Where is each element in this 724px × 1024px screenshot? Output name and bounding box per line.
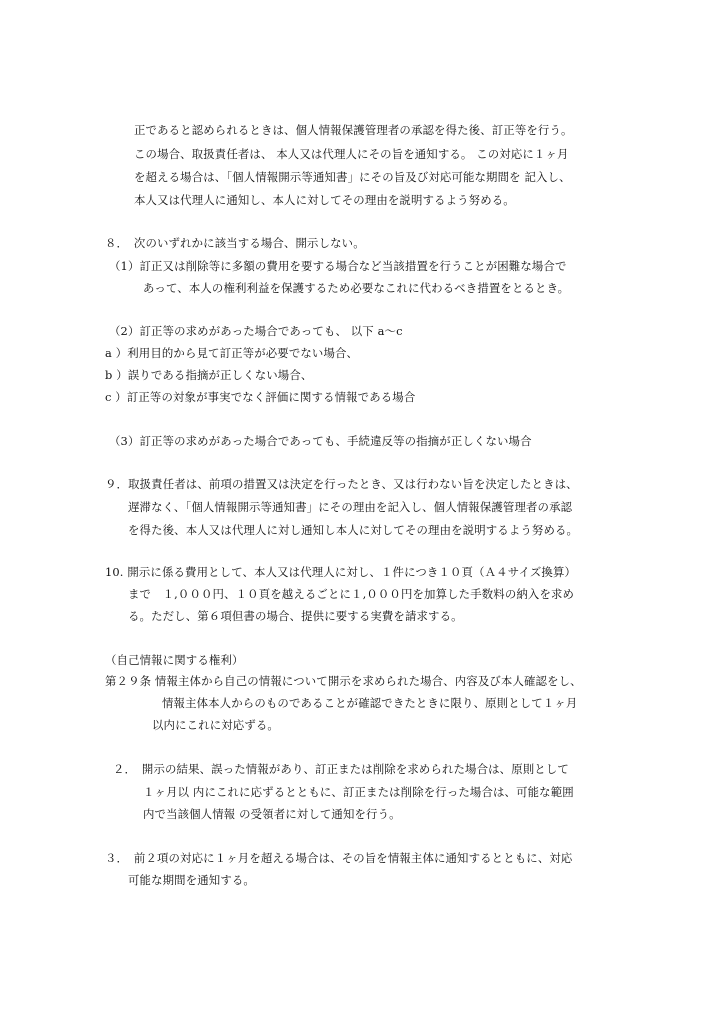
text-line: １ヶ月以 内にこれに応ずるとともに、訂正または削除を行った場合は、可能な範囲 xyxy=(143,785,574,799)
text-line: る。ただし、第６項但書の場合、提供に要する実費を請求する。 xyxy=(128,609,463,623)
list-item: c ）訂正等の対象が事実でなく評価に関する情報である場合 xyxy=(105,390,416,404)
item-8-sub2-heading: （2）訂正等の求めがあった場合であっても、 以下 a〜c xyxy=(109,324,403,338)
text-line: 正であると認められるときは、個人情報保護管理者の承認を得た後、訂正等を行う。 xyxy=(134,123,573,137)
text-line: 第２９条 情報主体から自己の情報について開示を求められた場合、内容及び本人確認をし、 xyxy=(105,674,582,688)
list-item: a ）利用目的から見て訂正等が必要でない場合、 xyxy=(105,346,359,360)
text-line: この場合、取扱責任者は、 本人又は代理人にその旨を通知する。 この対応に１ヶ月 xyxy=(134,147,569,161)
text-line: （1）訂正又は削除等に多額の費用を要する場合など当該措置を行うことが困難な場合で xyxy=(109,259,567,273)
text-line: 可能な期間を通知する。 xyxy=(128,873,255,887)
item-8-heading: ８． 次のいずれかに該当する場合、開示しない。 xyxy=(105,236,365,250)
text-line: を超える場合は、「個人情報開示等通知書」にその旨及び対応可能な期間を 記入し、 xyxy=(134,170,571,184)
text-line: まで １,０００円、１０頁を越えるごとに１,０００円を加算した手数料の納入を求め xyxy=(128,587,575,601)
text-line: ９．取扱責任者は、前項の措置又は決定を行ったとき、又は行わない旨を決定したときは、 xyxy=(105,477,578,491)
text-line: 内で当該個人情報 の受領者に対して通知を行う。 xyxy=(143,807,401,821)
text-line: ２． 開示の結果、誤った情報があり、訂正または削除を求められた場合は、原則として xyxy=(113,762,569,776)
text-line: 情報主体本人からのものであることが確認できたときに限り、原則として１ヶ月 xyxy=(162,696,578,710)
text-line: 本人又は代理人に通知し、本人に対してその理由を説明するよう努める。 xyxy=(134,193,515,207)
article-caption: （自己情報に関する権利） xyxy=(105,653,244,667)
text-line: 遅滞なく、「個人情報開示等通知書」にその理由を記入し、個人情報保護管理者の承認 xyxy=(128,500,573,514)
text-line: を得た後、本人又は代理人に対し通知し本人に対してその理由を説明するよう努める。 xyxy=(128,523,579,537)
item-8-sub3: （3）訂正等の求めがあった場合であっても、手続違反等の指摘が正しくない場合 xyxy=(109,434,532,448)
text-line: 10. 開示に係る費用として、本人又は代理人に対し、１件につき１０頁（Ａ４サイズ換算） xyxy=(105,565,577,579)
list-item: b ）誤りである指摘が正しくない場合、 xyxy=(105,368,313,382)
text-line: 以内にこれに対応ずる。 xyxy=(152,718,279,732)
text-line: ３． 前２項の対応に１ヶ月を超える場合は、その旨を情報主体に通知するとともに、対応 xyxy=(105,851,573,865)
text-line: あって、本人の権利利益を保護するため必要なこれに代わるべき措置をとるとき。 xyxy=(143,281,570,295)
